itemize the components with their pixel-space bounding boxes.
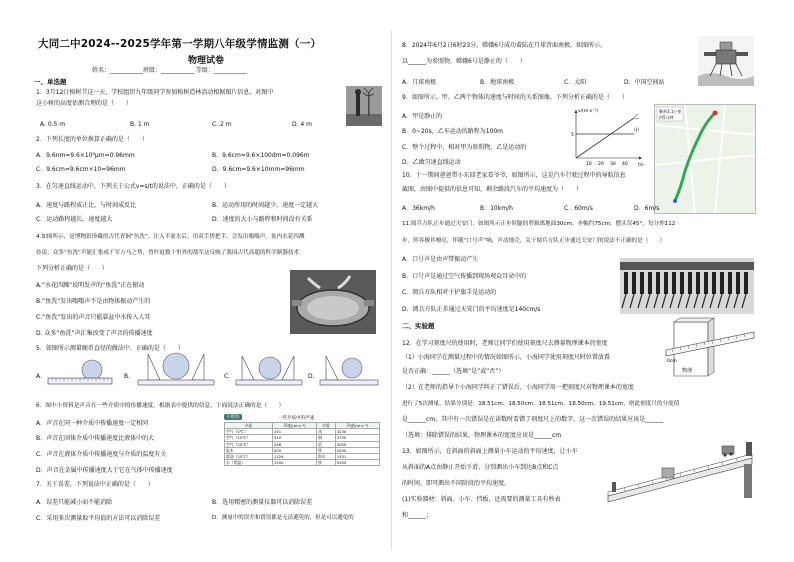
q11-line2: 步，阵容极其嘹亮，伴随“口号声”响，声动地壳，关于阅兵方队正步通过天安门的说法不正确的是（ ） <box>402 238 666 244</box>
q6-stem: 6．图中小资料是声音在一些介质中的传播速度，根据表中提供的信息，下面说法正确的是（ ） <box>36 403 285 409</box>
book-label: 物理 <box>682 368 693 374</box>
table-cell: 软木 <box>225 447 273 453</box>
sound-speed-table-box <box>224 414 380 476</box>
ruler-zero-label: 0cm <box>667 359 677 364</box>
q12-line1: 12．在学习刻度尺的使用时，老师让同学们使用刻度尺去测量物理课本的宽度 <box>402 340 608 347</box>
q4-option-b[interactable]: B.“鱼洗”发出嗡嗡声不是由物体振动产生的 <box>36 298 151 305</box>
map-remaining-distance: 剩余3.1公里 <box>659 109 682 114</box>
cart <box>722 446 734 454</box>
q8-option-d[interactable]: D．中国空间站 <box>624 79 665 86</box>
q12-line4: （2）在老师的指导下小海同学纠正了错误后，小海同学用一把刻度尺对物理课本的宽度 <box>402 384 634 391</box>
q10-line2: 截图，由图中提供的信息可知，剩余路段汽车的平均速度为（ ） <box>402 186 583 193</box>
y-axis-label: v/(m·s⁻¹) <box>578 109 599 114</box>
q5-option-d[interactable]: D. <box>308 373 315 380</box>
q2-option-c[interactable]: C．9.6cm=9.6cm×10=96mm <box>36 166 126 173</box>
table-cell: 346 <box>272 441 316 447</box>
table-cell: 铁 <box>317 447 336 453</box>
col-header: 声速/(m·s⁻¹) <box>272 423 316 429</box>
stopwatch-icon <box>662 468 674 478</box>
end-stop-barrier <box>612 482 616 492</box>
q12-line2: （1）小海同学在测量过程中的情况如图所示，小海同学使用刻度尺时位置放置 <box>402 354 610 361</box>
x-axis-label: t/s <box>638 163 644 168</box>
table-cell: 5000 <box>335 441 379 447</box>
table-cell: 3230 <box>335 429 379 435</box>
series-yi-label: 乙 <box>634 114 640 120</box>
q12-line7: （选填：排除错误的结果，物理课本的宽度应该是______cm <box>402 432 562 439</box>
table-cell: 500 <box>272 447 316 453</box>
table-cell: 331 <box>272 429 316 435</box>
table-cell: 空气（0℃） <box>225 429 273 435</box>
destination-pin-icon <box>713 111 718 116</box>
tree-planting-photo <box>346 86 382 126</box>
q12-line6: 是______cm，其中有一次错误是在读数时看错了刻度尺上的数字，这一次错误的结果应该是______ <box>402 416 664 423</box>
coin-measure-figure-a <box>44 358 116 386</box>
q7-option-c[interactable]: C．采用多次测量取平均值的方法可以消除误差 <box>36 515 161 522</box>
current-position-icon <box>673 199 677 203</box>
x-tick-label: 10 <box>586 162 592 167</box>
q4-option-c[interactable]: C.“鱼洗”发出的声音只能靠盆中水传入人耳 <box>36 314 151 321</box>
q8-option-a[interactable]: A．月球南极 <box>402 79 437 86</box>
q9-option-d[interactable]: D．乙做匀速直线运动 <box>402 159 461 166</box>
q1-option-b[interactable]: B. 1 m <box>130 121 150 128</box>
table-cell: 5200 <box>335 447 379 453</box>
q4-option-a[interactable]: A.“水花四溅”说明发声的“鱼洗”正在振动 <box>36 282 145 289</box>
velocity-time-graph <box>564 104 646 168</box>
q2-stem: 2．下列长度的单位换算正确的是（ ） <box>36 136 148 143</box>
right-column <box>398 0 770 562</box>
table-cell: 5200 <box>335 460 379 466</box>
table-badge: 小资料 <box>226 415 240 420</box>
q2-option-d[interactable]: D．9.6cm=9.6×10mm=96mm <box>212 166 305 173</box>
q13-line3: 的时间，即可测出不同阶段的平均速度。 <box>402 480 511 487</box>
q8-option-b[interactable]: B．地球南极 <box>480 79 515 86</box>
col-header: 介质 <box>225 423 273 429</box>
x-tick-label: 30 <box>610 162 616 167</box>
series-jia-label: 甲 <box>634 128 640 134</box>
table-row <box>225 460 380 466</box>
q10-option-a[interactable]: A．36km/h <box>402 205 435 212</box>
table-cell: 水（常温） <box>225 460 273 466</box>
q1-option-c[interactable]: C. 2 m <box>212 121 232 128</box>
incline-cart-figure <box>604 434 756 504</box>
q2-option-b[interactable]: B．9.6cm=9.6×100dm=0.096m <box>212 152 310 159</box>
q7-option-b[interactable]: B．选用精密的测量仪器可以消除误差 <box>212 499 313 506</box>
q12-line5: 进行了5次测量，结果分别是：18.51cm、18.50cm、18.51cm、18.50cm、19.51cm，则此刻度尺的分度值 <box>402 401 680 407</box>
table-cell: 1324 <box>272 454 316 460</box>
q11-option-c[interactable]: C．阅兵方队相对于护旗手是运动的 <box>402 289 497 296</box>
y-tick-label: 5 <box>571 133 574 138</box>
col-header: 声速/(m·s⁻¹) <box>335 423 379 429</box>
q10-option-c[interactable]: C．60m/s <box>564 205 593 212</box>
table-cell: 3750 <box>335 435 379 441</box>
q6-option-c[interactable]: C．声音在液体介质中传播速度与介质的温度有关 <box>36 451 167 458</box>
q10-option-d[interactable]: D．6m/s <box>634 205 660 212</box>
q4-option-d[interactable]: D. 众多“鱼洗”声汇集改变了声音的传播速度 <box>36 330 153 337</box>
q3-option-a[interactable]: A．速度与路程成正比，与时间成反比 <box>36 202 137 209</box>
q11-option-a[interactable]: A．口号声是由声带振动产生 <box>402 256 479 263</box>
q8-line2: 以______为参照物，嫦娥6号是静止的（ ） <box>402 58 526 65</box>
left-column <box>28 0 384 562</box>
table-cell: 煤油（25℃） <box>225 454 273 460</box>
q7-stem: 7．关于误差，下列说法中正确的是（ ） <box>36 481 154 488</box>
route-line <box>675 113 715 201</box>
q9-option-a[interactable]: A．甲是静止的 <box>402 113 443 120</box>
coin-measure-figure-c <box>232 354 306 386</box>
q5-option-b[interactable]: B. <box>124 373 131 380</box>
q1-line2: 这小树的高度估测合理的是（ ） <box>36 100 133 107</box>
q11-line1: 11.阅兵方队正步通过天安门，如图所示正步时腿的剪辑离地面30cm，步幅约75cm，摆头仅45°，每分钟112 <box>402 221 676 227</box>
q6-option-a[interactable]: A．声音在同一种介质中传播速度一定相同 <box>36 420 149 427</box>
q10-option-b[interactable]: B．10km/h <box>480 205 513 212</box>
table-cell: 340 <box>272 435 316 441</box>
table-cell: 铝 <box>317 441 336 447</box>
q10-line1: 10．十一期间爸爸带小东回老家看爷爷，如图所示，这是汽车行驶过程中的导航信息 <box>402 172 626 179</box>
q13-line1: 13．如图所示，在斜面的斜面上测量小车运动的平均速度，让小车 <box>402 448 578 455</box>
q12-line3: 是否正确：______（选填“是”或“否”） <box>402 368 505 375</box>
column-divider <box>391 30 392 550</box>
col-header: 介质 <box>317 423 336 429</box>
student-info-line: 姓名：___________班级：___________ 等级：___________ <box>92 67 247 74</box>
navigation-map <box>654 104 756 214</box>
table-cell: 铜 <box>317 435 336 441</box>
section-experiment: 二、实验题 <box>402 322 435 330</box>
q6-option-b[interactable]: B．声音在固体介质中传播速度比液体中的大 <box>36 435 155 442</box>
series-yi-line <box>576 118 634 158</box>
q11-option-d[interactable]: D．阅兵方队正步通过天安门的平均速度是140cm/s <box>402 306 541 313</box>
q7-option-d[interactable]: D．测量中的误差和错误都是无法避免的，但是可以避免的 <box>212 515 354 521</box>
q3-stem: 3．在匀速直线运动中，下列关于公式v=s/t的说法中，正确的是（ ） <box>36 183 230 190</box>
q4-line3: 下列分析正确的是（ ） <box>36 265 109 272</box>
q11-option-b[interactable]: B．口号声是通过空气传播到现场观众耳朵中的 <box>402 273 527 280</box>
q13-line2: 从斜面的A点由静止开始下滑，分别测出小车到达B点和C点 <box>402 464 559 471</box>
q5-option-c[interactable]: C. <box>224 373 231 380</box>
coin-measure-figure-b <box>134 352 218 386</box>
q5-stem: 5．如图所示测量硬币直径的做法中，正确的是（ ） <box>36 345 184 352</box>
q3-option-b[interactable]: B．运动所用的时间越少，速度一定越大 <box>212 202 319 209</box>
lunar-lander-photo <box>698 36 754 86</box>
q4-line1: 4.如图所示，是博物馆珍藏的古代青铜“鱼洗”，注入半盆水后，用双手搓把手，会发出嗡嗡声，盆内水花四溅 <box>36 234 305 240</box>
map-eta: 约5分钟 <box>659 115 674 120</box>
coin-measure-figure-d <box>316 354 382 386</box>
q3-option-c[interactable]: C．运动路程越长，速度越大 <box>36 216 113 223</box>
x-tick-label: 20 <box>598 162 604 167</box>
section-single-choice: 一、单选题 <box>34 78 67 86</box>
q7-option-a[interactable]: A．误差只能减小而不能消除 <box>36 499 113 506</box>
parade-photo <box>620 258 754 314</box>
table-cell: 铁 <box>317 460 336 466</box>
q8-option-c[interactable]: C．太阳 <box>564 79 587 86</box>
q1-option-a[interactable]: A. 0.5 m <box>40 121 66 128</box>
q3-option-d[interactable]: D．速度的大小与路程和时间没有关系 <box>212 216 313 223</box>
q1-line1: 1．3月12日植树节这一天，学校组织九年级同学参加植树造林活动根据图片信息，对图中 <box>36 89 274 96</box>
q13-line4: (1)实验器材：斜面、小车、挡板，还需要的测量工具有秒表 <box>402 496 561 503</box>
table-cell: 冰 <box>317 429 336 435</box>
q1-option-d[interactable]: D. 4 m <box>292 121 313 128</box>
table-cell: 空气（15℃） <box>225 435 273 441</box>
table-cell: 1500 <box>272 460 316 466</box>
table-cell: 1531 <box>335 454 379 460</box>
table-header-row <box>225 423 380 429</box>
exam-title: 大同二中2024--2025学年第一学期八年级学情监测（一） <box>38 38 322 50</box>
table-caption: 一些介质中的声速 <box>278 416 314 421</box>
q8-line1: 8．2024年6月2日6时23分，嫦娥6号成功着陆在月球背面南极，如图所示， <box>402 42 606 49</box>
x-tick-label: 40 <box>622 162 628 167</box>
table-cell: 海水 <box>317 454 336 460</box>
book-ruler-figure <box>664 316 756 380</box>
exam-subtitle: 物理试卷 <box>188 56 225 66</box>
q9-option-c[interactable]: C．整个过程中，相对甲为参照物，乙是运动的 <box>402 144 527 151</box>
bronze-basin-photo <box>290 270 376 334</box>
q6-option-d[interactable]: D．声音在金属中传播速度大于它在气体中传播速度 <box>36 467 173 474</box>
q13-line5: 和______； <box>402 512 433 519</box>
q9-option-b[interactable]: B．0~20s，乙车运动的路程为100m <box>402 128 504 135</box>
q5-option-a[interactable]: A. <box>36 373 42 380</box>
q4-line2: 传说，众多“鱼洗”声能汇集成千军万马之势，曾吓退数十里外的敌军这反映了我国古代高超的科学制器技术 <box>36 250 300 256</box>
q9-stem: 9．如图所示，甲、乙两个物体的速度与时间的关系图像，下列分析正确的是（ ） <box>402 94 628 101</box>
q2-option-a[interactable]: A．9.6nm=9.6×10³μm=0.96mm <box>36 152 135 159</box>
sound-speed-table <box>224 422 380 466</box>
table-cell: 空气（25℃） <box>225 441 273 447</box>
